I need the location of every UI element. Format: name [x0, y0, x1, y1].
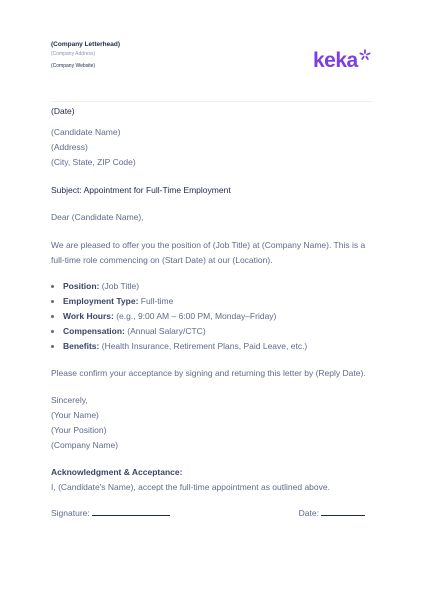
letter-body	[51, 104, 373, 521]
employment-details	[51, 279, 373, 354]
signature-field	[51, 506, 170, 521]
sender-position: (Your Position)	[51, 425, 107, 435]
letter-greeting: Dear (Candidate Name),	[51, 212, 144, 222]
letter-subject: Subject: Appointment for Full-Time Employment	[51, 185, 231, 195]
company-website: (Company Website)	[51, 63, 96, 69]
candidate-block	[51, 125, 373, 170]
candidate-address: (Address)	[51, 142, 88, 152]
company-address: (Company Address)	[51, 51, 96, 57]
keka-logo	[313, 50, 371, 76]
confirm-paragraph: Please confirm your acceptance by signing and returning this letter by (Reply Date).	[51, 368, 366, 378]
detail-compensation: • Compensation: (Annual Salary/CTC)	[63, 324, 373, 339]
detail-employment-type: • Employment Type: Full-time	[63, 294, 373, 309]
spark-icon	[359, 49, 371, 61]
date-field	[299, 506, 365, 521]
date-line	[321, 507, 365, 516]
detail-benefits: • Benefits: (Health Insurance, Retirement Plans, Paid Leave, etc.)	[63, 339, 373, 354]
sender-company: (Company Name)	[51, 440, 119, 450]
signature-row	[51, 506, 373, 521]
closing-salutation: Sincerely,	[51, 395, 88, 405]
candidate-name: (Candidate Name)	[51, 127, 121, 137]
acknowledgment-text: I, (Candidate's Name), accept the full-time appointment as outlined above.	[51, 482, 330, 492]
intro-paragraph: We are pleased to offer you the position of (Job Title) at (Company Name). This is a full-time role commencing on (Start Date) at our (Location).	[51, 240, 366, 265]
sender-name: (Your Name)	[51, 410, 99, 420]
letter-date: (Date)	[51, 106, 75, 116]
detail-position: • Position: (Job Title)	[63, 279, 373, 294]
closing-block	[51, 393, 373, 453]
signature-line	[92, 507, 170, 516]
header-divider	[51, 101, 373, 102]
company-letterhead: (Company Letterhead)	[51, 41, 120, 48]
candidate-city: (City, State, ZIP Code)	[51, 157, 136, 167]
logo-text: keka	[313, 49, 358, 72]
acknowledgment-title: Acknowledgment & Acceptance:	[51, 467, 183, 477]
detail-work-hours: • Work Hours: (e.g., 9:00 AM – 6:00 PM, Monday–Friday)	[63, 309, 373, 324]
signature-label: Signature:	[51, 508, 90, 518]
date-label: Date:	[298, 508, 319, 518]
